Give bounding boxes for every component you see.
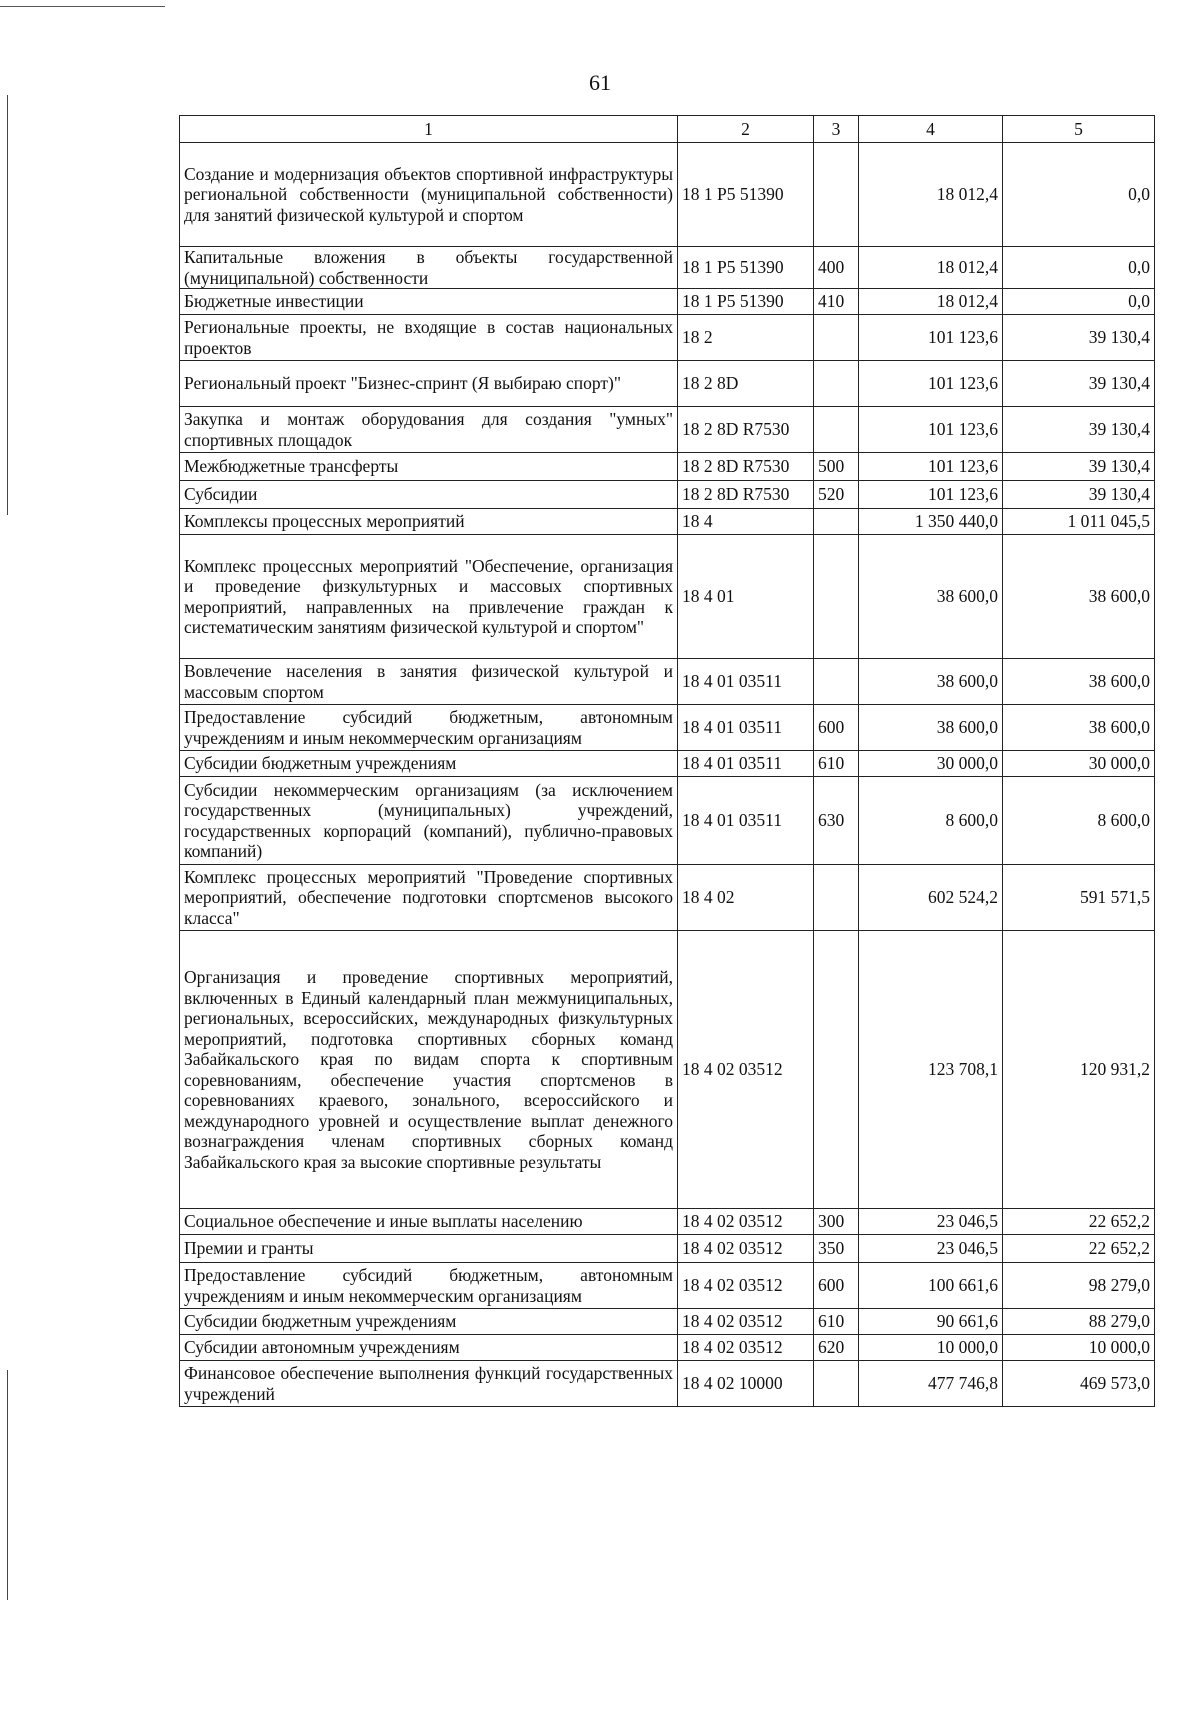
table-row — [180, 1309, 1155, 1335]
expense-type-cell: 600 — [814, 705, 859, 751]
table-row — [180, 509, 1155, 535]
table-row — [180, 659, 1155, 705]
item-code-cell: 18 4 01 03511 — [678, 751, 814, 777]
table-row — [180, 1263, 1155, 1309]
expense-type-cell — [814, 535, 859, 659]
table-row — [180, 289, 1155, 315]
item-code-cell: 18 4 02 03512 — [678, 1309, 814, 1335]
expense-type-cell: 600 — [814, 1263, 859, 1309]
amount-col4-cell: 30 000,0 — [859, 751, 1003, 777]
amount-col4-cell: 477 746,8 — [859, 1361, 1003, 1407]
table-body — [180, 143, 1155, 1407]
amount-col5-cell: 38 600,0 — [1003, 659, 1155, 705]
amount-col4-cell: 38 600,0 — [859, 535, 1003, 659]
table-row — [180, 1335, 1155, 1361]
amount-col4-cell: 23 046,5 — [859, 1235, 1003, 1263]
amount-col4-cell: 123 708,1 — [859, 931, 1003, 1209]
item-code-cell: 18 4 02 03512 — [678, 1235, 814, 1263]
amount-col4-cell: 101 123,6 — [859, 407, 1003, 453]
expense-type-cell: 400 — [814, 247, 859, 289]
item-code-cell: 18 2 — [678, 315, 814, 361]
amount-col5-cell: 22 652,2 — [1003, 1209, 1155, 1235]
amount-col4-cell: 100 661,6 — [859, 1263, 1003, 1309]
amount-col4-cell: 8 600,0 — [859, 777, 1003, 865]
item-code-cell: 18 4 02 03512 — [678, 1263, 814, 1309]
item-name-cell: Комплексы процессных мероприятий — [180, 509, 678, 535]
column-header: 3 — [814, 116, 859, 143]
item-name-cell: Региональный проект "Бизнес-спринт (Я выбираю спорт)" — [180, 361, 678, 407]
budget-table — [179, 115, 1155, 1407]
amount-col5-cell: 30 000,0 — [1003, 751, 1155, 777]
amount-col5-cell: 10 000,0 — [1003, 1335, 1155, 1361]
item-name-cell: Закупка и монтаж оборудования для создания "умных" спортивных площадок — [180, 407, 678, 453]
amount-col5-cell: 38 600,0 — [1003, 705, 1155, 751]
amount-col5-cell: 98 279,0 — [1003, 1263, 1155, 1309]
expense-type-cell — [814, 659, 859, 705]
item-code-cell: 18 2 8D R7530 — [678, 481, 814, 509]
amount-col4-cell: 101 123,6 — [859, 361, 1003, 407]
item-name-cell: Межбюджетные трансферты — [180, 453, 678, 481]
item-code-cell: 18 4 02 10000 — [678, 1361, 814, 1407]
item-name-cell: Субсидии бюджетным учреждениям — [180, 751, 678, 777]
amount-col5-cell: 1 011 045,5 — [1003, 509, 1155, 535]
item-name-cell: Субсидии автономным учреждениям — [180, 1335, 678, 1361]
item-code-cell: 18 4 02 — [678, 865, 814, 931]
expense-type-cell — [814, 315, 859, 361]
item-code-cell: 18 4 02 03512 — [678, 1209, 814, 1235]
scan-edge-mark — [0, 6, 165, 7]
table-row — [180, 407, 1155, 453]
expense-type-cell: 300 — [814, 1209, 859, 1235]
table-row — [180, 1235, 1155, 1263]
item-name-cell: Комплекс процессных мероприятий "Проведение спортивных мероприятий, обеспечение подготовки спортсменов высокого класса" — [180, 865, 678, 931]
amount-col5-cell: 469 573,0 — [1003, 1361, 1155, 1407]
page-number: 61 — [589, 70, 611, 95]
column-header: 4 — [859, 116, 1003, 143]
item-code-cell: 18 2 8D — [678, 361, 814, 407]
item-code-cell: 18 4 02 03512 — [678, 1335, 814, 1361]
amount-col5-cell: 0,0 — [1003, 289, 1155, 315]
item-name-cell: Предоставление субсидий бюджетным, автономным учреждениям и иным некоммерческим организациям — [180, 705, 678, 751]
expense-type-cell: 630 — [814, 777, 859, 865]
amount-col4-cell: 101 123,6 — [859, 453, 1003, 481]
table-row — [180, 1209, 1155, 1235]
expense-type-cell — [814, 931, 859, 1209]
expense-type-cell: 410 — [814, 289, 859, 315]
expense-type-cell — [814, 407, 859, 453]
item-code-cell: 18 4 02 03512 — [678, 931, 814, 1209]
amount-col4-cell: 90 661,6 — [859, 1309, 1003, 1335]
item-code-cell: 18 4 01 03511 — [678, 705, 814, 751]
table-row — [180, 481, 1155, 509]
header-row — [180, 116, 1155, 143]
scan-edge-line — [7, 95, 8, 515]
expense-type-cell: 500 — [814, 453, 859, 481]
item-code-cell: 18 1 P5 51390 — [678, 289, 814, 315]
amount-col4-cell: 101 123,6 — [859, 481, 1003, 509]
expense-type-cell: 520 — [814, 481, 859, 509]
amount-col4-cell: 18 012,4 — [859, 289, 1003, 315]
amount-col5-cell: 22 652,2 — [1003, 1235, 1155, 1263]
item-name-cell: Региональные проекты, не входящие в состав национальных проектов — [180, 315, 678, 361]
expense-type-cell — [814, 509, 859, 535]
expense-type-cell — [814, 865, 859, 931]
table-row — [180, 315, 1155, 361]
expense-type-cell — [814, 143, 859, 247]
amount-col5-cell: 88 279,0 — [1003, 1309, 1155, 1335]
amount-col5-cell: 120 931,2 — [1003, 931, 1155, 1209]
amount-col4-cell: 18 012,4 — [859, 143, 1003, 247]
table-row — [180, 453, 1155, 481]
amount-col4-cell: 38 600,0 — [859, 705, 1003, 751]
item-name-cell: Финансовое обеспечение выполнения функций государственных учреждений — [180, 1361, 678, 1407]
table-row — [180, 931, 1155, 1209]
expense-type-cell: 610 — [814, 751, 859, 777]
item-name-cell: Субсидии — [180, 481, 678, 509]
item-name-cell: Капитальные вложения в объекты государственной (муниципальной) собственности — [180, 247, 678, 289]
amount-col5-cell: 39 130,4 — [1003, 407, 1155, 453]
amount-col5-cell: 591 571,5 — [1003, 865, 1155, 931]
amount-col4-cell: 18 012,4 — [859, 247, 1003, 289]
item-code-cell: 18 4 — [678, 509, 814, 535]
column-header: 2 — [678, 116, 814, 143]
item-code-cell: 18 4 01 — [678, 535, 814, 659]
amount-col5-cell: 39 130,4 — [1003, 361, 1155, 407]
item-code-cell: 18 2 8D R7530 — [678, 407, 814, 453]
table-row — [180, 535, 1155, 659]
item-code-cell: 18 4 01 03511 — [678, 659, 814, 705]
amount-col5-cell: 39 130,4 — [1003, 315, 1155, 361]
expense-type-cell: 350 — [814, 1235, 859, 1263]
item-code-cell: 18 1 P5 51390 — [678, 247, 814, 289]
amount-col4-cell: 1 350 440,0 — [859, 509, 1003, 535]
table-row — [180, 361, 1155, 407]
expense-type-cell: 610 — [814, 1309, 859, 1335]
expense-type-cell — [814, 1361, 859, 1407]
amount-col4-cell: 38 600,0 — [859, 659, 1003, 705]
item-name-cell: Бюджетные инвестиции — [180, 289, 678, 315]
item-name-cell: Премии и гранты — [180, 1235, 678, 1263]
expense-type-cell — [814, 361, 859, 407]
amount-col5-cell: 8 600,0 — [1003, 777, 1155, 865]
table-row — [180, 705, 1155, 751]
column-header: 1 — [180, 116, 678, 143]
column-header: 5 — [1003, 116, 1155, 143]
item-name-cell: Социальное обеспечение и иные выплаты населению — [180, 1209, 678, 1235]
table-row — [180, 1361, 1155, 1407]
table-row — [180, 247, 1155, 289]
amount-col4-cell: 101 123,6 — [859, 315, 1003, 361]
amount-col4-cell: 10 000,0 — [859, 1335, 1003, 1361]
item-name-cell: Вовлечение населения в занятия физической культурой и массовым спортом — [180, 659, 678, 705]
amount-col5-cell: 39 130,4 — [1003, 453, 1155, 481]
amount-col5-cell: 0,0 — [1003, 143, 1155, 247]
amount-col5-cell: 0,0 — [1003, 247, 1155, 289]
item-code-cell: 18 4 01 03511 — [678, 777, 814, 865]
item-code-cell: 18 1 P5 51390 — [678, 143, 814, 247]
amount-col4-cell: 602 524,2 — [859, 865, 1003, 931]
amount-col5-cell: 39 130,4 — [1003, 481, 1155, 509]
item-name-cell: Организация и проведение спортивных мероприятий, включенных в Единый календарный план межмуниципальных, региональных, всероссийских, международных физкультурных мероприятий, подготовка спортивных сборных команд Забайкальского края по видам спорта к спортивным соревнованиям, обеспечение участия спортсменов в соревнованиях краевого, зонального, всероссийского и международного уровней и осуществление выплат денежного вознаграждения членам спортивных сборных команд Забайкальского края за высокие спортивные результаты — [180, 931, 678, 1209]
item-name-cell: Комплекс процессных мероприятий "Обеспечение, организация и проведение физкультурных и массовых спортивных мероприятий, направленных на привлечение граждан к систематическим занятиям физической культурой и спортом" — [180, 535, 678, 659]
item-name-cell: Предоставление субсидий бюджетным, автономным учреждениям и иным некоммерческим организациям — [180, 1263, 678, 1309]
table-row — [180, 865, 1155, 931]
amount-col5-cell: 38 600,0 — [1003, 535, 1155, 659]
item-name-cell: Создание и модернизация объектов спортивной инфраструктуры региональной собственности (муниципальной собственности) для занятий физической культурой и спортом — [180, 143, 678, 247]
scan-edge-line — [7, 1370, 8, 1600]
expense-type-cell: 620 — [814, 1335, 859, 1361]
table-row — [180, 143, 1155, 247]
amount-col4-cell: 23 046,5 — [859, 1209, 1003, 1235]
table-row — [180, 777, 1155, 865]
item-name-cell: Субсидии некоммерческим организациям (за исключением государственных (муниципальных) учреждений, государственных корпораций (компаний), публично-правовых компаний) — [180, 777, 678, 865]
item-name-cell: Субсидии бюджетным учреждениям — [180, 1309, 678, 1335]
item-code-cell: 18 2 8D R7530 — [678, 453, 814, 481]
table-row — [180, 751, 1155, 777]
